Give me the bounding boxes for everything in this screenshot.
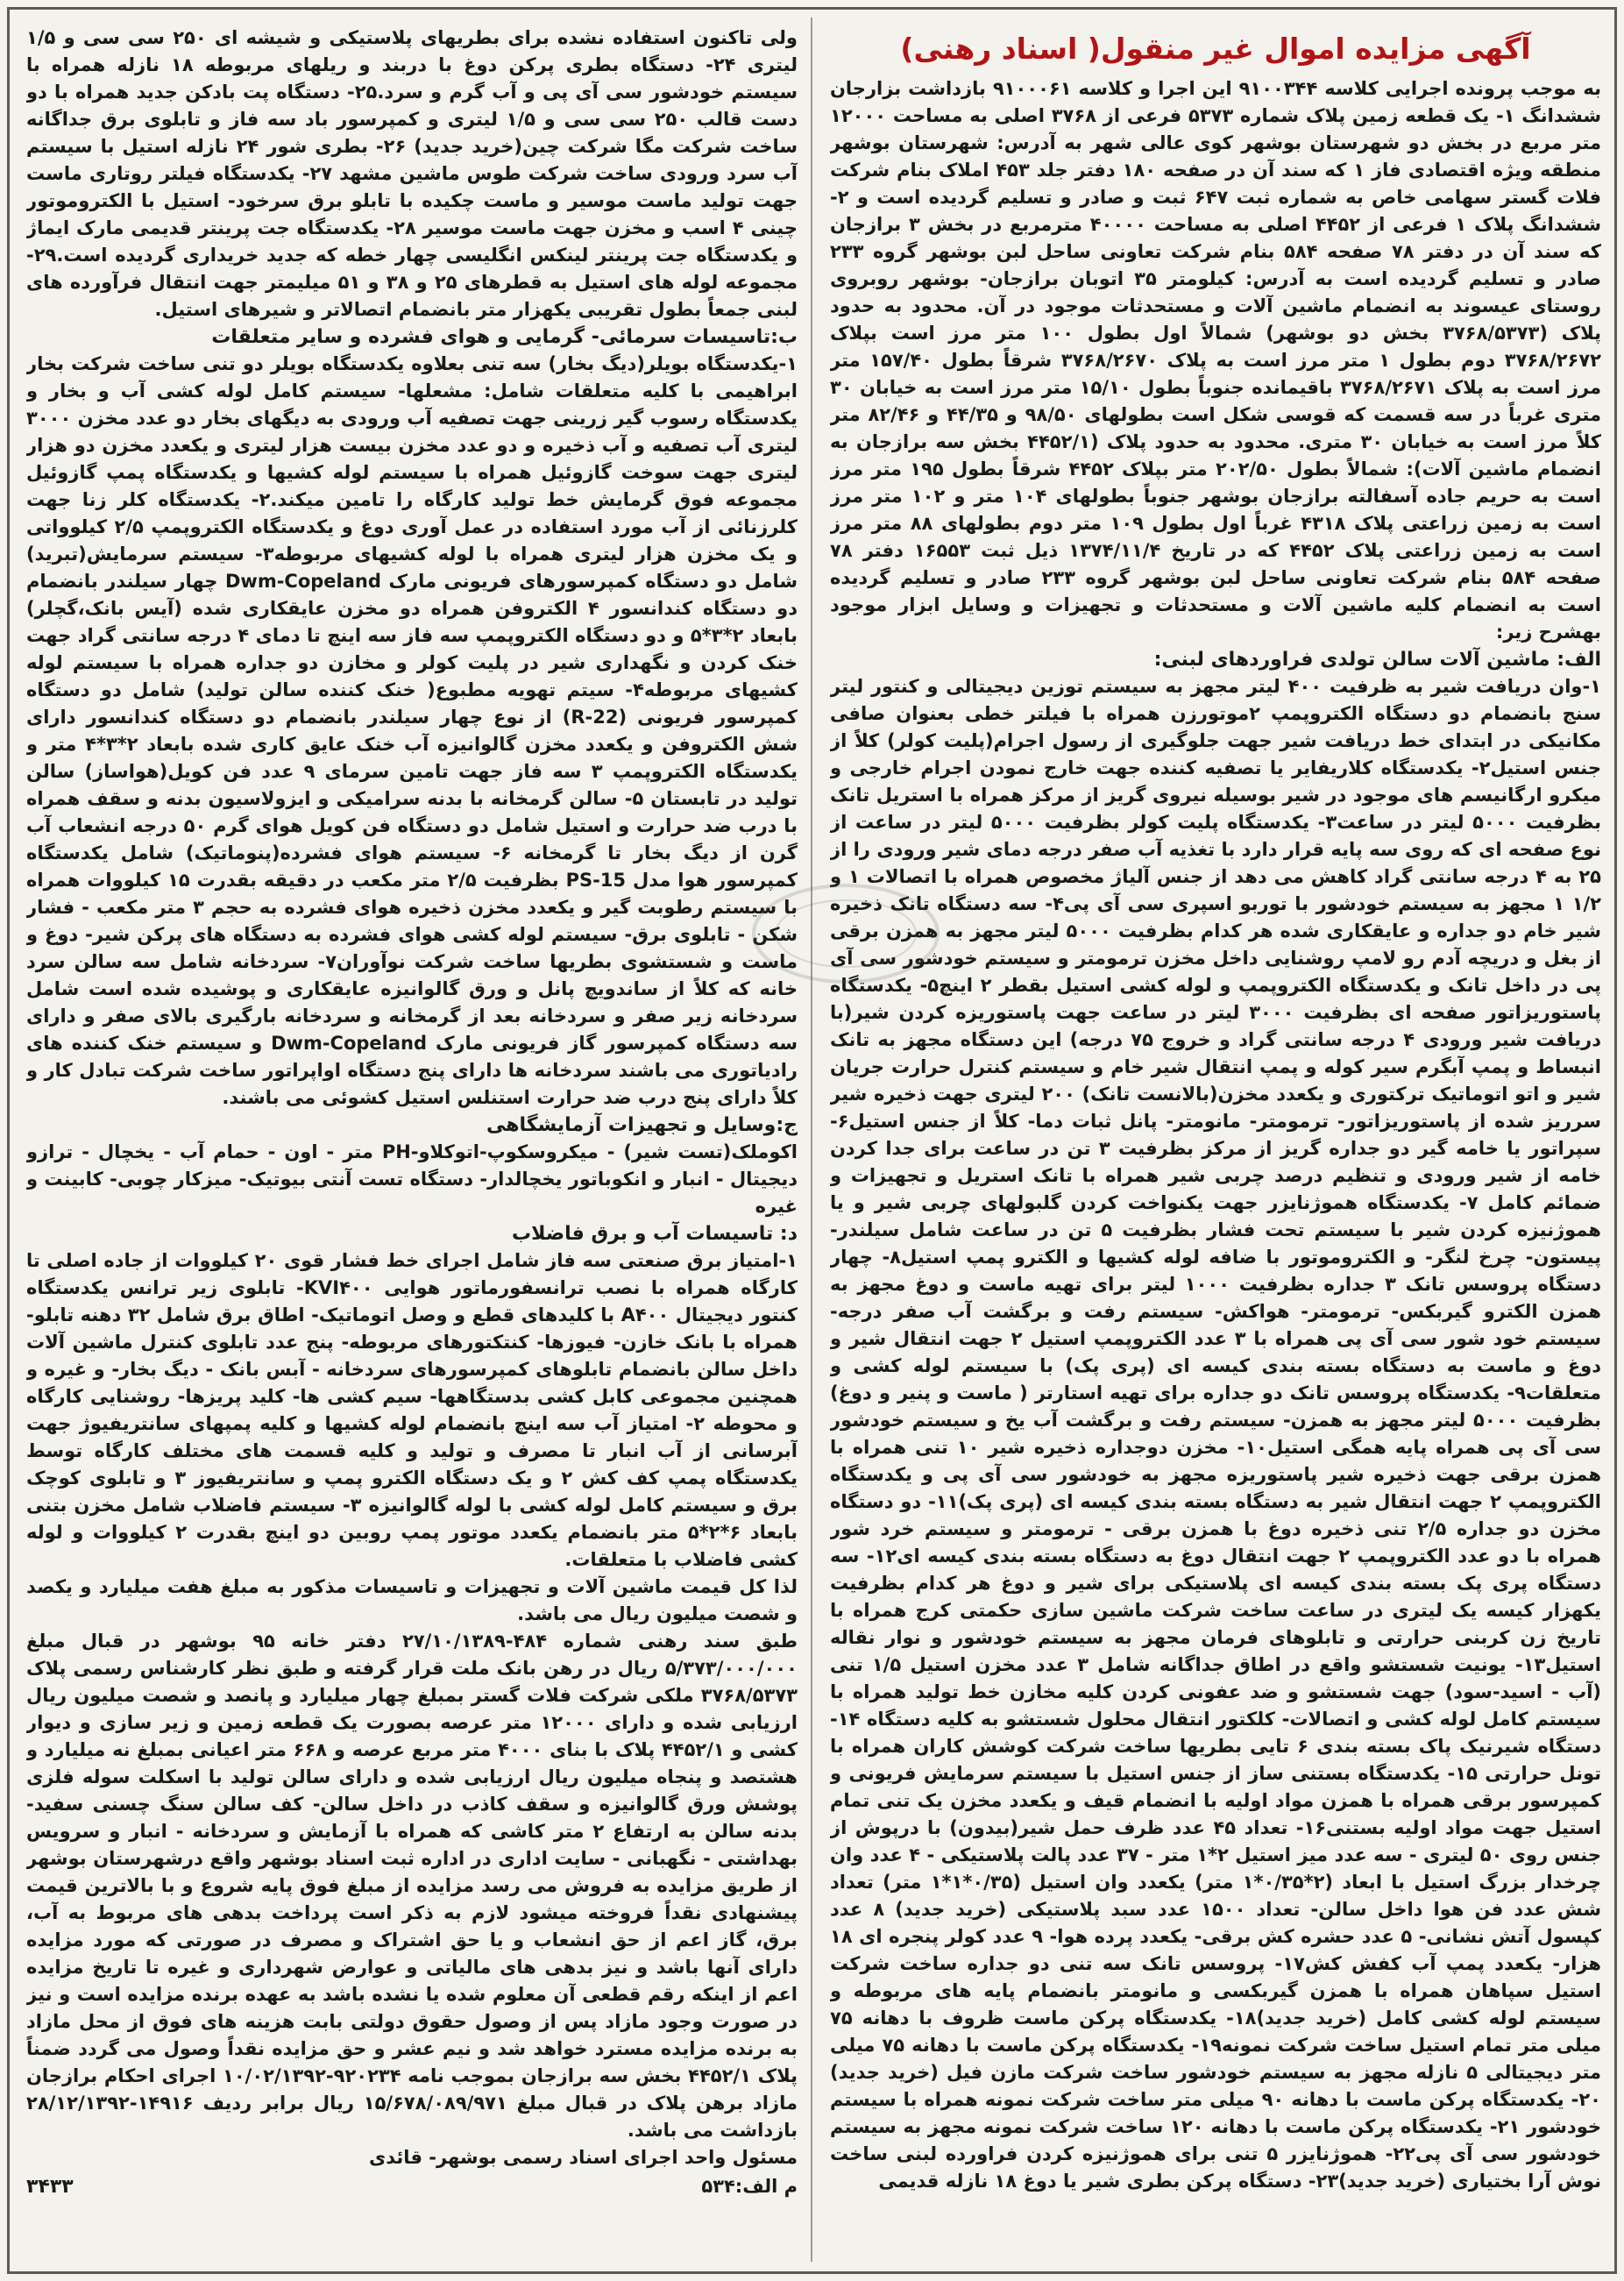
section-b-heading: ب:تاسیسات سرمائی- گرمایی و هوای فشرده و سایر متعلقات — [211, 326, 798, 348]
intro-paragraph: به موجب پرونده اجرایی کلاسه ۹۱۰۰۳۴۴ این اجرا و کلاسه ۹۱۰۰۰۶۱ بازداشت بزارجان ششدانگ ۱- یک قطعه زمین پلاک شماره ۵۳۷۳ فرعی از ۳۷۶۸ اصلی به مساحت ۱۲۰۰۰ متر مربع در بخش دو شهرستان بوشهر کوی عالی شهر به آدرس: شهرستان بوشهر منطقه ویژه اقتصادی فاز ۱ که سند آن در صفحه ۱۸۰ دفتر جلد ۴۵۳ املاک بنام شرکت فلات گستر سهامی خاص به شماره ثبت ۶۴۷ ثبت و صادر و تسلیم گردیده است و ۲- ششدانگ پلاک ۱ فرعی از ۴۴۵۲ اصلی به مساحت ۴۰۰۰۰ مترمربع در بخش ۳ برازجان که سند آن در دفتر ۷۸ صفحه ۵۸۴ بنام شرکت تعاونی ساحل لبن بوشهر گروه ۲۳۳ صادر و تسلیم گردیده است به آدرس: کیلومتر ۳۵ اتوبان برازجان- بوشهر روبروی روستای عیسوند به انضمام ماشین آلات و مستحدثات موجود در آن. محدود به حدود پلاک (۳۷۶۸/۵۳۷۳ بخش دو بوشهر) شمالاً اول بطول ۱۰۰ متر مرز است بپلاک ۳۷۶۸/۲۶۷۲ دوم بطول ۱ متر مرز است به پلاک ۳۷۶۸/۲۶۷۰ شرقاً بطول ۱۵۷/۴۰ متر مرز است به پلاک ۳۷۶۸/۲۶۷۱ باقیمانده جنوباً بطول ۱۵/۱۰ متر مرز است به خیابان ۳۰ متری غرباً در سه قسمت که قوسی شکل است بطولهای ۹۸/۵۰ و ۴۴/۳۵ و ۸۲/۴۶ متر کلاً مرز است به خیابان ۳۰ متری. محدود به حدود پلاک (۴۴۵۲/۱ بخش سه برازجان به انضمام ماشین آلات): شمالاً بطول ۲۰۲/۵۰ متر بپلاک ۴۴۵۲ شرقاً بطول ۱۹۵ متر مرز است به حریم جاده آسفالته برازجان بوشهر جنوباً بطولهای ۱۰۴ متر و ۱۰۲ متر مرز است به زمین زراعتی پلاک ۴۳۱۸ غرباً اول بطول ۱۰۹ متر دوم بطولهای ۸۸ متر مرز است به زمین زراعتی پلاک ۴۴۵۲ که در تاریخ ۱۳۷۴/۱۱/۴ ذیل ثبت ۱۶۵۵۳ دفتر ۷۸ صفحه ۵۸۴ بنام شرکت تعاونی ساحل لبن بوشهر گروه ۲۳۳ صادر و تسلیم گردیده است به انضمام کلیه ماشین آلات و مستحدثات و تجهیزات و وسایل ابزار موجود بهشرح زیر: — [830, 78, 1601, 643]
section-d-items: ۱-امتیاز برق صنعتی سه فاز شامل اجرای خط فشار قوی ۲۰ کیلووات از جاده اصلی تا کارگاه همراه با نصب ترانسفورماتور هوایی KVI۴۰۰- تابلوی زیر ترانس یکدستگاه کنتور دیجیتال A۴۰۰ با کلیدهای قطع و وصل اتوماتیک- اطاق برق شامل ۳۲ دهنه تابلو- همراه با بانک خازن- فیوزها- کنتکتورهای مربوطه- پنج عدد تابلوی کنترل ماشین آلات داخل سالن بانضمام تابلوهای کمپرسورهای سردخانه - آبس بانک - دیگ بخار- و غیره و همچنین مجموعی کابل کشی بدستگاهها- سیم کشی ها- کلید پریزها- روشنایی کارگاه و محوطه ۲- امتیاز آب سه اینچ بانضمام لوله کشیها و کلیه پمپهای سانتریفیوژ جهت آبرسانی از آب انبار تا مصرف و تولید و کلیه قسمت های مختلف کارگاه توسط یکدستگاه پمپ کف کش ۲ و یک دستگاه الکترو پمپ و سانتریفیوز ۳ و تابلوی کوچک برق و سیستم کامل لوله کشی با لوله گالوانیزه ۳- سیستم فاضلاب شامل مخزن بتنی بابعاد ۶*۲*۵ متر بانضمام یکعدد موتور پمپ روبین دو اینچ بقدرت ۲ کیلووات و لوله کشی فاضلاب با متعلقات. — [26, 1250, 798, 1570]
mortgage-paragraph: طبق سند رهنی شماره ۴۸۴-۲۷/۱۰/۱۳۸۹ دفتر خانه ۹۵ بوشهر در قبال مبلغ ۵/۳۷۳/۰۰۰/۰۰۰ ریال در رهن بانک ملت قرار گرفته و طبق نظر کارشناس رسمی پلاک ۳۷۶۸/۵۳۷۳ ملکی شرکت فلات گستر بمبلغ چهار میلیارد و پانصد و شصت میلیون ریال ارزیابی شده و دارای ۱۲۰۰۰ متر عرصه بصورت یک قطعه زمین و زیر سازی و دیوار کشی و ۴۴۵۲/۱ پلاک با بنای ۴۰۰۰ متر مربع عرصه و ۶۶۸ متر اعیانی بمبلغ نه میلیارد و هشتصد و پنجاه میلیون ریال ارزیابی شده و دارای سالن تولید با اسکلت سوله فلزی پوشش ورق گالوانیزه و سقف کاذب در داخل سالن- کف سالن سنگ چسنی سفید- بدنه سالن به ارتفاع ۲ متر کاشی که همراه با آزمایش و سردخانه - انبار و سرویس بهداشتی - نگهبانی - سایت اداری در اداره ثبت اسناد بوشهر واقع درشهرستان بوشهر از طریق مزایده به فروش می رسد مزایده از مبلغ فوق پایه شروع و با بالاترین قیمت پیشنهادی نقداً فروخته میشود لازم به ذکر است پرداخت بدهی های مربوط به آب، برق، گاز اعم از حق انشعاب و یا حق اشتراک و مصرف در صورتی که مورد مزایده دارای آنها باشد و نیز بدهی های مالیاتی و عوارض شهرداری و غیره تا تاریخ مزایده اعم از اینکه رقم قطعی آن معلوم شده یا نشده باشد به عهده برنده مزایده است و نیز در صورت وجود مازاد پس از وصول حقوق دولتی بابت هزینه های فوق از محل مازاد به برنده مزایده مسترد خواهد شد و نیم عشر و حق مزایده نقداً وصول می گردد ضمناً پلاک ۴۴۵۲/۱ بخش سه برازجان بموجب نامه ۹۲۰۲۳۴-۱۰/۰۲/۱۳۹۲ اجرای احکام برازجان مازاد برهن پلاک در قبال مبلغ ۱۵/۶۷۸/۰۸۹/۹۷۱ ریال برابر ردیف ۱۴۹۱۶-۲۸/۱۲/۱۳۹۲ بازداشت می باشد. — [26, 1631, 798, 2141]
section-b-items: ۱-یکدستگاه بویلر(دیگ بخار) سه تنی بعلاوه یکدستگاه بویلر دو تنی ساخت شرکت بخار ابراهیمی با کلیه متعلقات شامل: مشعلها- سیستم کامل لوله کشی آب و بخار و یکدستگاه رسوب گیر زرینی جهت تصفیه آب ورودی به دیگهای بخار دو عدد مخزن ۳۰۰۰ لیتری آب تصفیه و آب ذخیره و دو عدد مخزن بیست هزار لیتری و یکعدد مخزن دو هزار لیتری جهت سوخت گازوئیل همراه با سیستم لوله کشیها و یکدستگاه پمپ گازوئیل مجموعه فوق گرمایش خط تولید کارگاه را تامین میکند.۲- یکدستگاه کلر زنا جهت کلرزنائی از آب مورد استفاده در عمل آوری دوغ و یکدستگاه الکتروپمپ ۲/۵ کیلوواتی و یک مخزن هزار لیتری همراه با لوله کشیهای مربوطه۳- سیستم سرمایش(تبرید) شامل دو دستگاه کمپرسورهای فریونی مارک Dwm-Copeland چهار سیلندر بانضمام دو دستگاه کندانسور ۴ الکتروفن همراه دو مخزن عایقکاری شده (آیس بانک،گچلر) بابعاد ۲*۳*۵ و دو دستگاه الکتروپمپ سه فاز سه اینچ تا دمای ۴ درجه سانتی گراد جهت خنک کردن و نگهداری شیر در پلیت کولر و مخازن دو جداره همراه با سیستم لوله کشیهای مربوطه۴- سیتم تهویه مطبوع( خنک کننده سالن تولید) شامل دو دستگاه کمپرسور فریونی (R-22) از نوع چهار سیلندر بانضمام دو دستگاه کندانسور دارای شش الکتروفن و یکعدد مخزن گالوانیزه آب خنک عایق کاری شده بابعاد ۲*۳*۴ متر و یکدستگاه الکتروپمپ ۳ سه فاز جهت تامین سرمای ۹ عدد فن کویل(هواساز) سالن تولید در تابستان ۵- سالن گرمخانه با بدنه سرامیکی و ایزولاسیون بدنه و سقف همراه با درب ضد حرارت و استیل شامل دو دستگاه فن کویل هوای گرم ۵۰ درجه انشعاب آب گرن از دیگ بخار تا گرمخانه ۶- سیستم هوای فشرده(پنوماتیک) شامل یکدستگاه کمپرسور هوا مدل PS-15 بظرفیت ۲/۵ متر مکعب در دقیقه بقدرت ۱۵ کیلووات همراه با سیستم رطوبت گیر و یکعدد مخزن ذخیره هوای فشرده به حجم ۳ متر مکعب - فشار شکن - تابلوی برق- سیستم لوله کشی هوای فشرده به دستگاه های پرکن شیر- دوغ و ماست و شستشوی بطریها ساخت شرکت نوآوران۷- سردخانه شامل سه سالن سرد خانه که کلاً از ساندویچ پانل و ورق گالوانیزه عایقکاری و پوشیده شده است شامل سردخانه زیر صفر و سردخانه بعد از گرمخانه و سردخانه بارگیری بالای صفر و دارای سه دستگاه کمپرسور گاز فریونی مارک Dwm-Copeland و سیستم خنک کننده های رادیاتوری می باشند سردخانه ها دارای پنج دستگاه اواپراتور ساخت شرکت تبادل کار و کلاً دارای پنج درب ضد حرارت استنلس استیل کشوئی می باشند. — [26, 353, 798, 1108]
notice-title: آگهی مزایده اموال غیر منقول( اسناد رهنی) — [900, 32, 1531, 66]
section-c-items: اکوملک(تست شیر) - میکروسکوپ-اتوکلاو-PH متر - اون - حمام آب - یخچال - ترازو دیجیتال - انبار و انکوباتور یخچالدار- دستگاه تست آنتی بیوتیک- میزکار چوبی- کابینت و غیره — [26, 1141, 798, 1217]
footer-row — [26, 2173, 798, 2200]
left-column — [26, 25, 798, 2260]
reference-code: م الف:۵۳۴ — [701, 2176, 798, 2197]
signature-line: مسئول واحد اجرای اسناد رسمی بوشهر- قائدی — [369, 2147, 798, 2168]
section-a-heading: الف: ماشین آلات سالن تولدی فراوردهای لبنی: — [1153, 649, 1601, 671]
section-a-items: ۱-وان دریافت شیر به ظرفیت ۴۰۰ لیتر مجهز به سیستم توزین دیجیتالی و کنتور لیتر سنج بانضمام دو دستگاه الکتروپمپ ۲موتورزن همراه با فیلتر خطی بعنوان صافی مکانیکی در ابتدای خط دریافت شیر جهت جلوگیری از رسول اجرام(پلیت کولر) کلاً از جنس استیل۲- یکدستگاه کلاریفایر یا تصفیه کننده جهت خارج نمودن اجرام خارجی و میکرو ارگانیسم های موجود در شیر بوسیله نیروی گریز از مرکز همراه با استریل تانک بظرفیت ۵۰۰۰ لیتر در ساعت۳- یکدستگاه پلیت کولر بظرفیت ۵۰۰۰ لیتر در ساعت از نوع صفحه ای که روی سه پایه قرار دارد با تغذیه آب صفر درجه دمای شیر ورودی را از ۲۵ به ۴ درجه سانتی گراد کاهش می دهد از جنس آلیاژ مخصوص همراه با اتصالات ۱ و ۱/۲ ۱ مجهز به سیستم خودشور با توربو اسپری سی آی پی۴- سه دستگاه تانک ذخیره شیر خام دو جداره و عایقکاری شده هر کدام بظرفیت ۵۰۰۰ لیتر مجهز به همزن برقی از بغل و دریچه آدم رو لامپ روشنایی داخل مخزن ترمومتر و سیستم خودشور سی آی پی در داخل تانک و یکدستگاه الکتروپمپ و لوله کشی استیل بقطر ۲ اینچ۵- یکدستگاه پاستوریزاتور صفحه ای بظرفیت ۳۰۰۰ لیتر در ساعت جهت پاستوریزه کردن شیر(با دریافت شیر ورودی ۴ درجه سانتی گراد و خروج ۷۵ درجه) این دستگاه مجهز به تانک انبساط و پمپ آبگرم سیر کوله و پمپ انتقال شیر خام و سیستم کنترل حرارت جریان شیر و اتو اتوماتیک ترکتوری و یکعدد مخزن(بالانست تانک) ۲۰۰ لیتری جهت ذخیره شیر سرریز شده از پاستوریزاتور- ترمومتر- مانومتر- پانل ثبات دما- کلاً از جنس استیل۶- سپراتور یا خامه گیر دو جداره گریز از مرکز بظرفیت ۳ تن در ساعت برای جدا کردن خامه از شیر ورودی و تنظیم درصد چربی شیر همراه با تانک استریل و تجهیزات و ضمائم کامل ۷- یکدستگاه هموژنایزر جهت یکنواخت کردن گلبولهای چربی شیر و یا هموژنیزه کردن شیر با سیستم تحت فشار بظرفیت ۵ تن در ساعت شامل سیلندر- پیستون- چرخ لنگر- و الکتروموتور با ضافه لوله کشیها و الکترو پمپ استیل۸- چهار دستگاه پروسس تانک ۳ جداره بظرفیت ۱۰۰۰ لیتر برای تهیه ماست و دوغ مجهز به همزن الکترو گیربکس- ترمومتر- هواکش- سیستم رفت و برگشت آب صفر درجه- سیستم خود شور سی آی پی همراه با ۳ عدد الکتروپمپ استیل ۲ جهت انتقال شیر و دوغ و ماست به دستگاه بسته بندی کیسه ای (پری پک) با سیستم لوله کشی و متعلقات۹- یکدستگاه پروسس تانک دو جداره برای تهیه استارتر ( ماست و پنیر و دوغ) بظرفیت ۵۰۰۰ لیتر مجهز به همزن- سیستم رفت و برگشت آب یخ و سیستم خودشور سی آی پی همراه پایه همگی استیل۱۰- مخزن دوجداره ذخیره شیر ۱۰ تنی همراه با همزن برقی جهت ذخیره شیر پاستوریزه مجهز به خودشور سی آی پی و یکدستگاه الکتروپمپ ۲ جهت انتقال شیر به دستگاه بسته بندی کیسه ای (پری پک)۱۱- دو دستگاه مخزن دو جداره ۲/۵ تنی ذخیره دوغ با همزن برقی - ترمومتر و سیستم خرد شور همراه با دو عدد الکتروپمپ ۲ جهت انتقال دوغ به دستگاه بسته بندی کیسه ای۱۲- سه دستگاه پری پک بسته بندی کیسه ای پلاستیکی برای شیر و دوغ هر کدام بظرفیت یکهزار کیسه یک لیتری در ساعت ساخت شرکت ماشین سازی حکمتی کرج همراه با تاریخ زن کربنی حرارتی و تابلوهای فرمان مجهز به سیستم خودشور و نوار نقاله استیل۱۳- یونیت شستشو واقع در اطاق جداگانه شامل ۳ عدد مخزن استیل ۱/۵ تنی (آب - اسید-سود) جهت شستشو و ضد عفونی کردن کلیه مخازن خط تولید همراه با سیستم کامل لوله کشی و اتصالات- کلکتور انتقال محلول شستشو به کلیه دستگاه ۱۴- دستگاه شیرنیک پاک بسته بندی ۶ تایی بطریها ساخت شرکت کوشش کاران همراه با تونل حرارتی ۱۵- یکدستگاه بستنی ساز از جنس استیل با سیستم سرمایش فریونی و کمپرسور برقی همراه با همزن مواد اولیه با انضمام قیف و یکعدد مخزن یک تنی تمام استیل جهت مواد اولیه بستنی۱۶- تعداد ۴۵ عدد ظرف حمل شیر(بیدون) با درپوش از جنس روی ۵۰ لیتری - سه عدد میز استیل ۲*۱ متر - ۳۷ عدد پالت پلاستیکی - ۴ عدد وان چرخدار بزرگ استیل با ابعاد (۲*۰/۳۵*۱ متر) یکعدد وان استیل (۰/۳۵*۱*۱ متر) تعداد شش عدد فن هوا داخل سالن- تعداد ۱۵۰۰ عدد سبد پلاستیکی (خرید جدید) ۸ عدد کپسول آتش نشانی- ۵ عدد حشره کش برقی- یکعدد پرده هوا- ۹ عدد کولر پنجره ای ۱۸ هزار- یکعدد پمپ آب کفش کش۱۷- پروسس تانک سه تنی دو جداره ساخت شرکت استیل سپاهان همراه با همزن گیربکسی و مانومتر بانضمام پایه های مربوطه و سیستم لوله کشی کامل (خرید جدید)۱۸- یکدستگاه پرکن ماست ظروف با دهانه ۷۵ میلی متر تمام استیل ساخت شرکت نمونه۱۹- یکدستگاه پرکن ماست با دهانه ۷۵ میلی متر دیجیتالی ۵ نازله مجهز به سیستم خودشور ساخت شرکت مازن فیل (خرید جدید) ۲۰- یکدستگاه پرکن ماست با دهانه ۹۰ میلی متر ساخت شرکت نمونه همراه با سیستم خودشور ۲۱- یکدستگاه پرکن ماست با دهانه ۱۲۰ ساخت شرکت نمونه مجهز به سیستم خودشور سی آی پی۲۲- هموژنایزر ۵ تنی برای هموژنیزه کردن فراورده لبنی ساخت نوش آرا بختیاری (خرید جدید)۲۳- دستگاه پرکن بطری شیر یا دوغ ۱۸ نازله قدیمی — [830, 676, 1601, 2192]
column-divider — [811, 18, 812, 2262]
right-column — [830, 25, 1601, 2260]
section-a-items-continued: ولی تاکنون استفاده نشده برای بطریهای پلاستیکی و شیشه ای ۲۵۰ سی سی و ۱/۵ لیتری ۲۴- دستگاه بطری پرکن دوغ با دربند و ریلهای مربوطه ۱۸ نازله همراه با سیستم خودشور سی آی پی و آب گرم و سرد.۲۵- دستگاه پت بادکن جدید همراه با دو دست قالب ۲۵۰ سی سی و ۱/۵ لیتری و کمپرسور باد سه فاز و تابلوی برق جداگانه ساخت شرکت مگا شرکت چین(خرید جدید) ۲۶- بطری شور ۲۴ نازله استیل با سیستم آب سرد ورودی ساخت شرکت طوس ماشین مشهد ۲۷- یکدستگاه فیلتر روتاری ماست جهت تولید ماست موسیر و ماست چکیده با تابلو برق سرخود- استیل با الکتروموتور چینی ۴ اسب و مخزن جهت ماست موسیر ۲۸- یکدستگاه جت پرینتر قدیمی مارک ایماژ و یکدستگاه جت پرینتر لینکس انگلیسی چهار خطه که جدید خریداری گردیده است.۲۹- مجموعه لوله های استیل به قطرهای ۲۵ و ۳۸ و ۵۱ میلیمتر جهت انتقال فرآورده های لبنی جمعاً بطول تقریبی یکهزار متر بانضمام اتصالاتر و شیرهای استیل. — [26, 27, 798, 320]
section-c-heading: ج:وسایل و تجهیزات آزمایشگاهی — [486, 1114, 798, 1136]
total-price-paragraph: لذا کل قیمت ماشین آلات و تجهیزات و تاسیسات مذکور به مبلغ هفت میلیارد و یکصد و شصت میلیون ریال می باشد. — [26, 1576, 798, 1624]
ad-number: ۳۴۳۳ — [26, 2176, 74, 2198]
section-d-heading: د: تاسیسات آب و برق فاضلاب — [512, 1223, 798, 1245]
